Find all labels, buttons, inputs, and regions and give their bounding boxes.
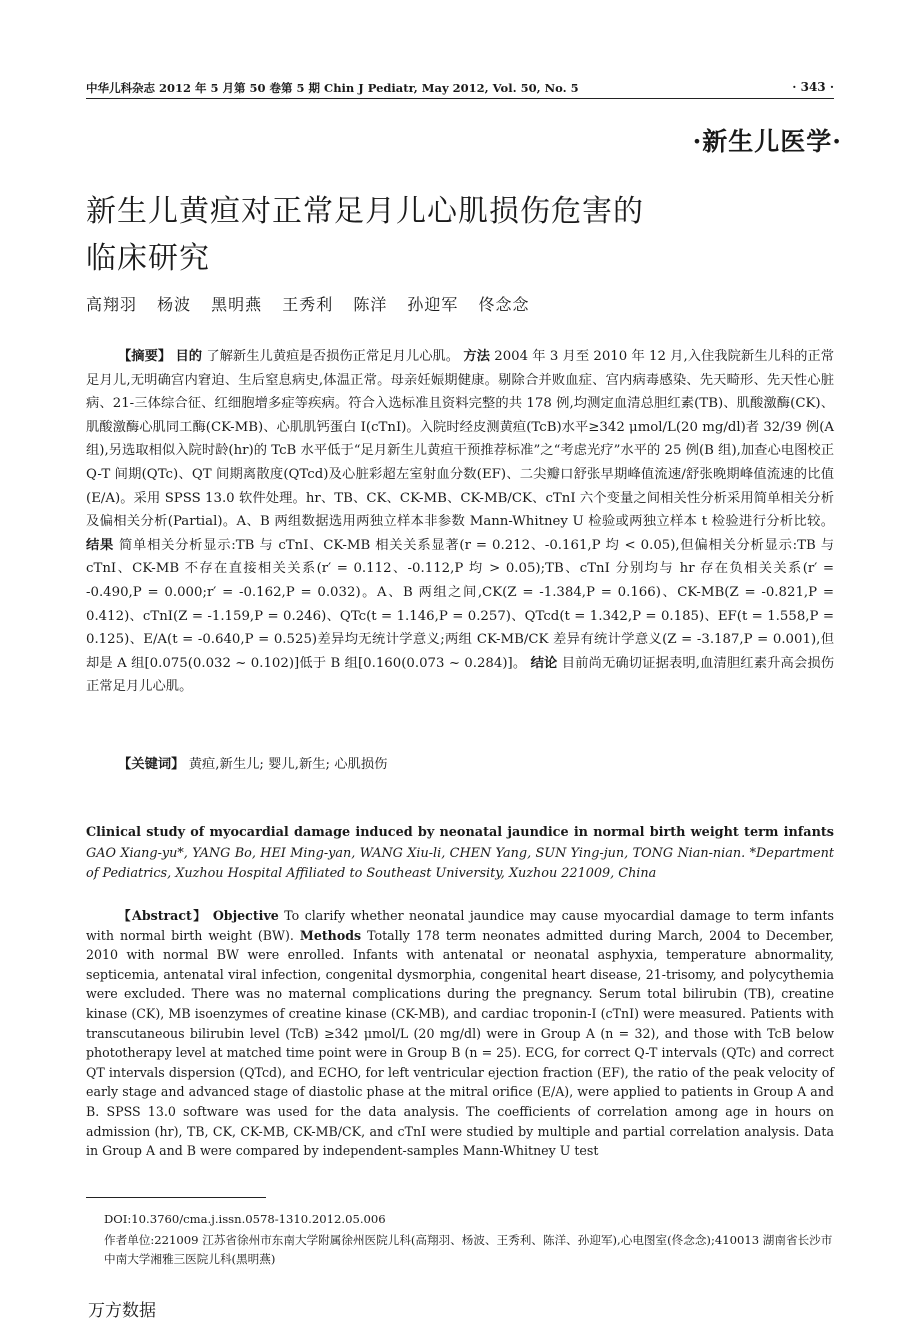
objective-text-cn: 了解新生儿黄疸是否损伤正常足月儿心肌。 <box>206 349 460 364</box>
authors-en: GAO Xiang-yu*, YANG Bo, HEI Ming-yan, WANG Xiu-li, CHEN Yang, SUN Ying-jun, TONG Nian-nian. <box>86 845 746 861</box>
objective-text-en: To clarify whether neonatal jaundice may cause myocardial damage to term infants with normal birth weight (BW). <box>86 908 834 943</box>
abstract-cn <box>86 345 834 699</box>
keywords-cn <box>118 753 387 772</box>
results-text-cn: 简单相关分析显示:TB 与 cTnI、CK-MB 相关关系显著(r = 0.212、-0.161,P 均 < 0.05),但偏相关分析显示:TB 与 cTnI、CK-MB 不存在直接相关关系(r′ = 0.112、-0.112,P 均 > 0.05);TB、cTnI 分别均与 hr 存在负相关关系(r′ = -0.490,P = 0.000;r′ = -0.162,P = 0.032)。A、B 两组之间,CK(Z = -1.384,P = 0.166)、CK-MB(Z = -0.821,P = 0.412)、cTnI(Z = -1.159,P = 0.246)、QTc(t = 1.146,P = 0.257)、QTcd(t = 1.342,P = 0.185)、EF(t = 1.558,P = 0.125)、E/A(t = -0.640,P = 0.525)差异均无统计学意义;两组 CK-MB/CK 差异有统计学意义(Z = -3.187,P = 0.001),但却是 A 组[0.075(0.032 ~ 0.102)]低于 B 组[0.160(0.073 ~ 0.284)]。 <box>86 537 835 671</box>
methods-text-en: Totally 178 term neonates admitted during March, 2004 to December, 2010 with normal BW were enrolled. Infants with antenatal or neonatal asphyxia, temperature abnormality, septicemia, antenatal viral infection, congenital dysmorphia, congenital heart disease, 21-trisomy, and polycythemia were excluded. There was no maternal complications during the pregnancy. Serum total bilirubin (TB), creatine kinase (CK), MB isoenzymes of creatine kinase (CK-MB), and cardiac troponin-I (cTnI) were measured. Patients with transcutaneous bilirubin level (TcB) ≥342 μmol/L (20 mg/dl) were in Group A (n = 32), and those with TcB below phototherapy level at matched time point were in Group B (n = 25). ECG, for correct Q-T intervals (QTc) and correct QT intervals dispersion (QTcd), and ECHO, for left ventricular ejection fraction (EF), the ratio of the peak velocity of early stage and advanced stage of diastolic phase at the mitral orifice (E/A), were applied to patients in Group A and B. SPSS 13.0 software was used for the data analysis. The coefficients of correlation among age in hours on admission (hr), TB, CK, CK-MB, CK-MB/CK, and cTnI were studied by multiple and partial correlation analysis. Data in Group A and B were compared by independent-samples Mann-Whitney U test <box>86 927 834 1159</box>
conclusion-label-cn: 结论 <box>530 655 558 671</box>
objective-label-en: Objective <box>212 908 279 923</box>
affiliation-footnote: 作者单位:221009 江苏省徐州市东南大学附属徐州医院儿科(高翔羽、杨波、王秀利、陈洋、孙迎军),心电图室(佟念念);410013 湖南省长沙市中南大学湘雅三医院儿科(黑明燕) <box>104 1233 833 1266</box>
english-title-block <box>86 823 834 885</box>
abstract-en-label: 【Abstract】 <box>118 908 208 923</box>
abstract-en <box>86 906 834 1161</box>
keywords-cn-label: 【关键词】 <box>118 757 185 772</box>
authors-cn: 高翔羽 杨波 黑明燕 王秀利 陈洋 孙迎军 佟念念 <box>86 295 530 314</box>
article-title-cn: 新生儿黄疸对正常足月儿心肌损伤危害的临床研究 <box>86 194 644 276</box>
footnote-divider <box>86 1197 266 1198</box>
methods-label-cn: 方法 <box>463 349 490 364</box>
methods-label-en: Methods <box>299 927 362 943</box>
page-number: · 343 · <box>792 80 834 94</box>
section-label: ·新生儿医学· <box>692 127 842 156</box>
running-head: 中华儿科杂志 2012 年 5 月第 50 卷第 5 期 Chin J Pediatr, May 2012, Vol. 50, No. 5 <box>86 80 834 99</box>
doi-footnote: DOI:10.3760/cma.j.issn.0578-1310.2012.05.006 <box>104 1212 386 1226</box>
objective-label-cn: 目的 <box>175 349 203 364</box>
conclusion-text-cn: 目前尚无确切证据表明,血清胆红素升高会损伤正常足月儿心肌。 <box>86 655 835 695</box>
watermark: 万方数据 <box>88 1301 156 1321</box>
abstract-cn-label: 【摘要】 <box>118 349 172 364</box>
methods-text-cn: 2004 年 3 月至 2010 年 12 月,入住我院新生儿科的正常足月儿,无明确宫内窘迫、生后窒息病史,体温正常。母亲妊娠期健康。剔除合并败血症、宫内病毒感染、先天畸形、先天性心脏病、21-三体综合征、红细胞增多症等疾病。符合入选标准且资料完整的共 178 例,均测定血清总胆红素(TB)、肌酸激酶(CK)、肌酸激酶心肌同工酶(CK-MB)、心肌肌钙蛋白 I(cTnI)。入院时经皮测黄疸(TcB)水平≥342 μmol/L(20 mg/dl)者 32/39 例(A 组),另选取相似入院时龄(hr)的 TcB 水平低于“足月新生儿黄疸干预推荐标准”之“考虑光疗”水平的 25 例(B 组),加查心电图校正 Q-T 间期(QTc)、QT 间期离散度(QTcd)及心脏彩超左室射血分数(EF)、二尖瓣口舒张早期峰值流速/舒张晚期峰值流速的比值(E/A)。采用 SPSS 13.0 软件处理。hr、TB、CK、CK-MB、CK-MB/CK、cTnI 六个变量之间相关性分析采用简单相关分析及偏相关分析(Partial)。A、B 两组数据选用两独立样本非参数 Mann-Whitney U 检验或两独立样本 t 检验进行分析比较。 <box>86 349 835 530</box>
article-title-en: Clinical study of myocardial damage induced by neonatal jaundice in normal birth weight term infants <box>86 825 834 840</box>
keywords-cn-text: 黄疸,新生儿; 婴儿,新生; 心肌损伤 <box>188 757 388 772</box>
affiliation-en: *Department of Pediatrics, Xuzhou Hospital Affiliated to Southeast University, Xuzhou 221009, China <box>86 845 834 881</box>
results-label-cn: 结果 <box>86 537 115 553</box>
